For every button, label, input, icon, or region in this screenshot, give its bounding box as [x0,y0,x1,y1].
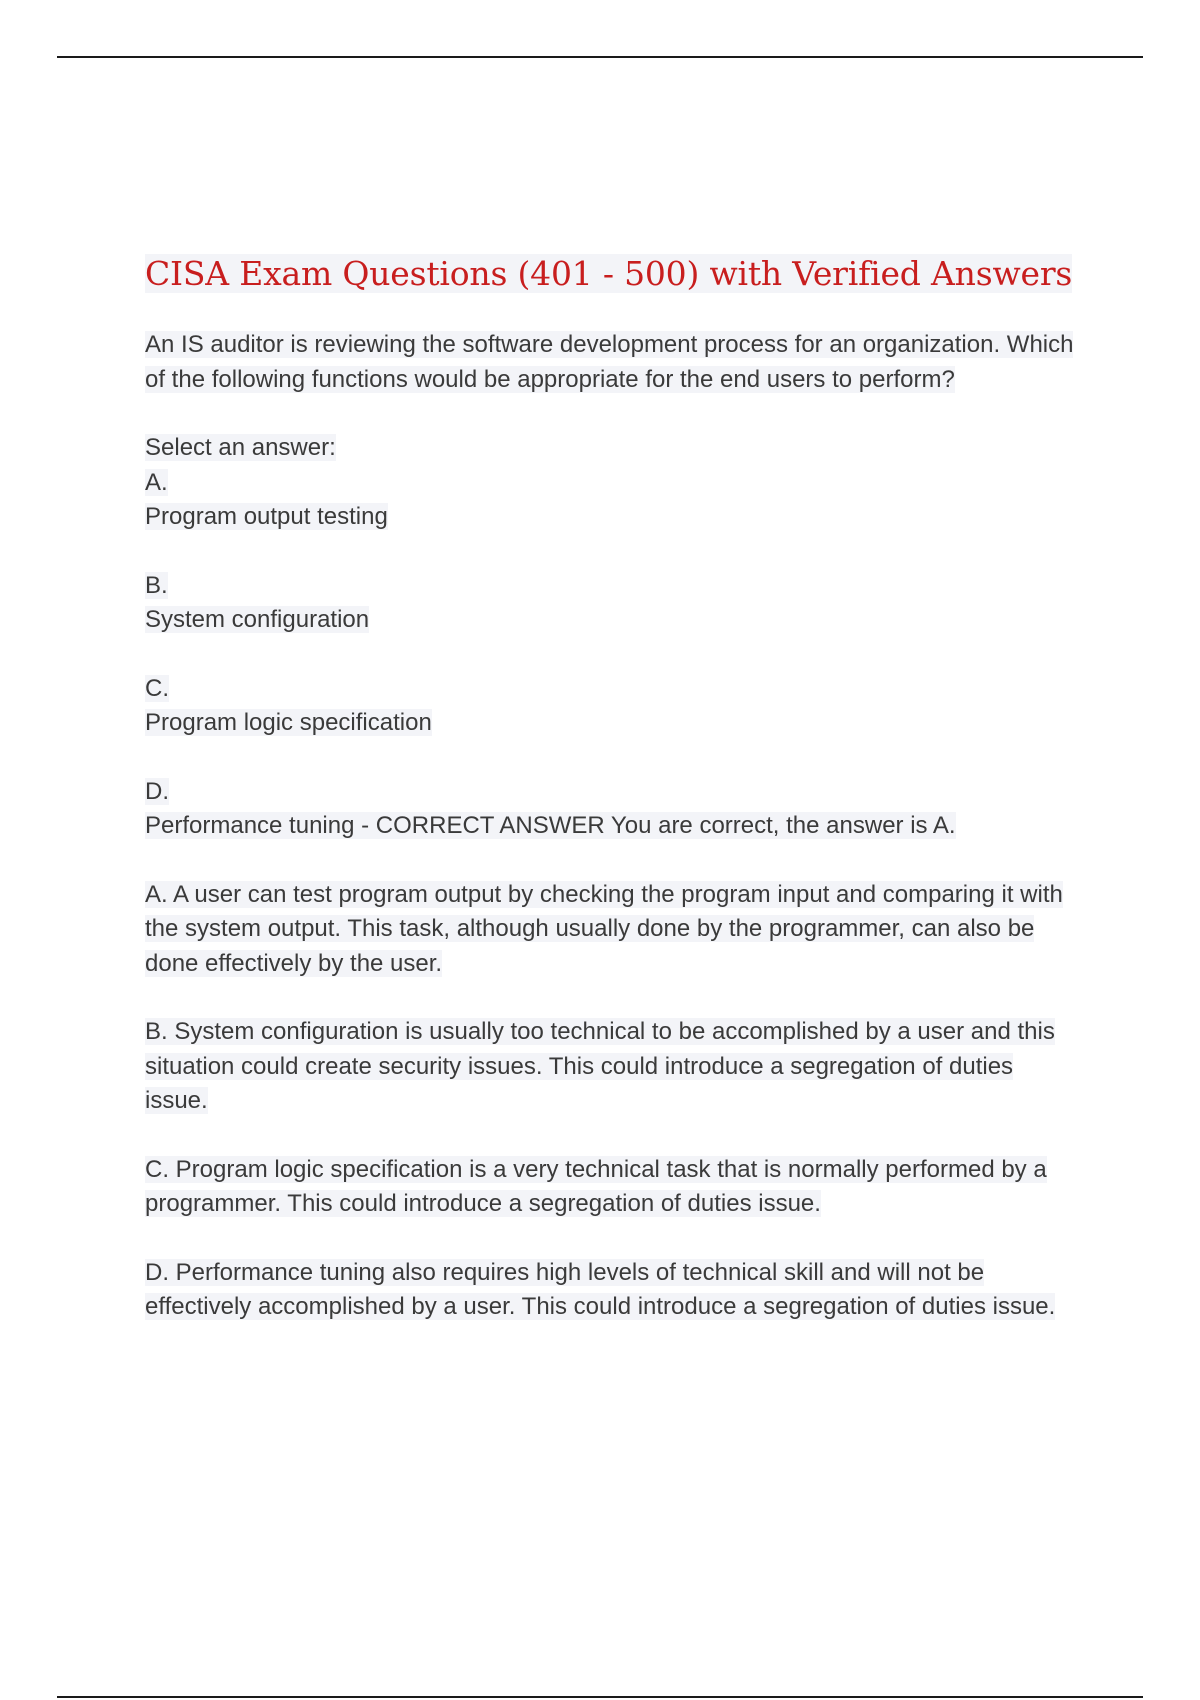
option-a-letter: A. [145,468,168,496]
document-body [145,252,1075,1359]
option-a-text: Program output testing [145,503,388,530]
option-b [145,569,1075,638]
explanation-d: D. Performance tuning also requires high levels of technical skill and will not be effectively accomplished by a user. This could introduce a segregation of duties issue. [145,1258,1056,1320]
select-prompt: Select an answer: [145,434,336,461]
option-d [145,775,1075,844]
option-b-text: System configuration [145,606,370,633]
option-c [145,672,1075,741]
option-d-letter: D. [145,777,169,805]
option-c-letter: C. [145,674,169,702]
top-rule [57,56,1143,58]
answer-options [145,431,1075,535]
option-b-letter: B. [145,571,168,599]
option-c-text: Program logic specification [145,709,432,736]
explanation-c: C. Program logic specification is a very technical task that is normally performed by a programmer. This could introduce a segregation of duties issue. [145,1155,1047,1217]
explanation-a: A. A user can test program output by checking the program input and comparing it with the system output. This task, although usually done by the programmer, can also be done effectively by the user. [145,880,1063,977]
bottom-rule [57,1696,1143,1698]
document-title: CISA Exam Questions (401 - 500) with Verified Answers [145,254,1073,293]
explanation-b: B. System configuration is usually too technical to be accomplished by a user and this situation could create security issues. This could introduce a segregation of duties issue. [145,1018,1055,1114]
option-d-text: Performance tuning - CORRECT ANSWER You are correct, the answer is A. [145,812,956,839]
question-text: An IS auditor is reviewing the software development process for an organization. Which of the following functions would be appropriate for the end users to perform? [145,331,1074,393]
